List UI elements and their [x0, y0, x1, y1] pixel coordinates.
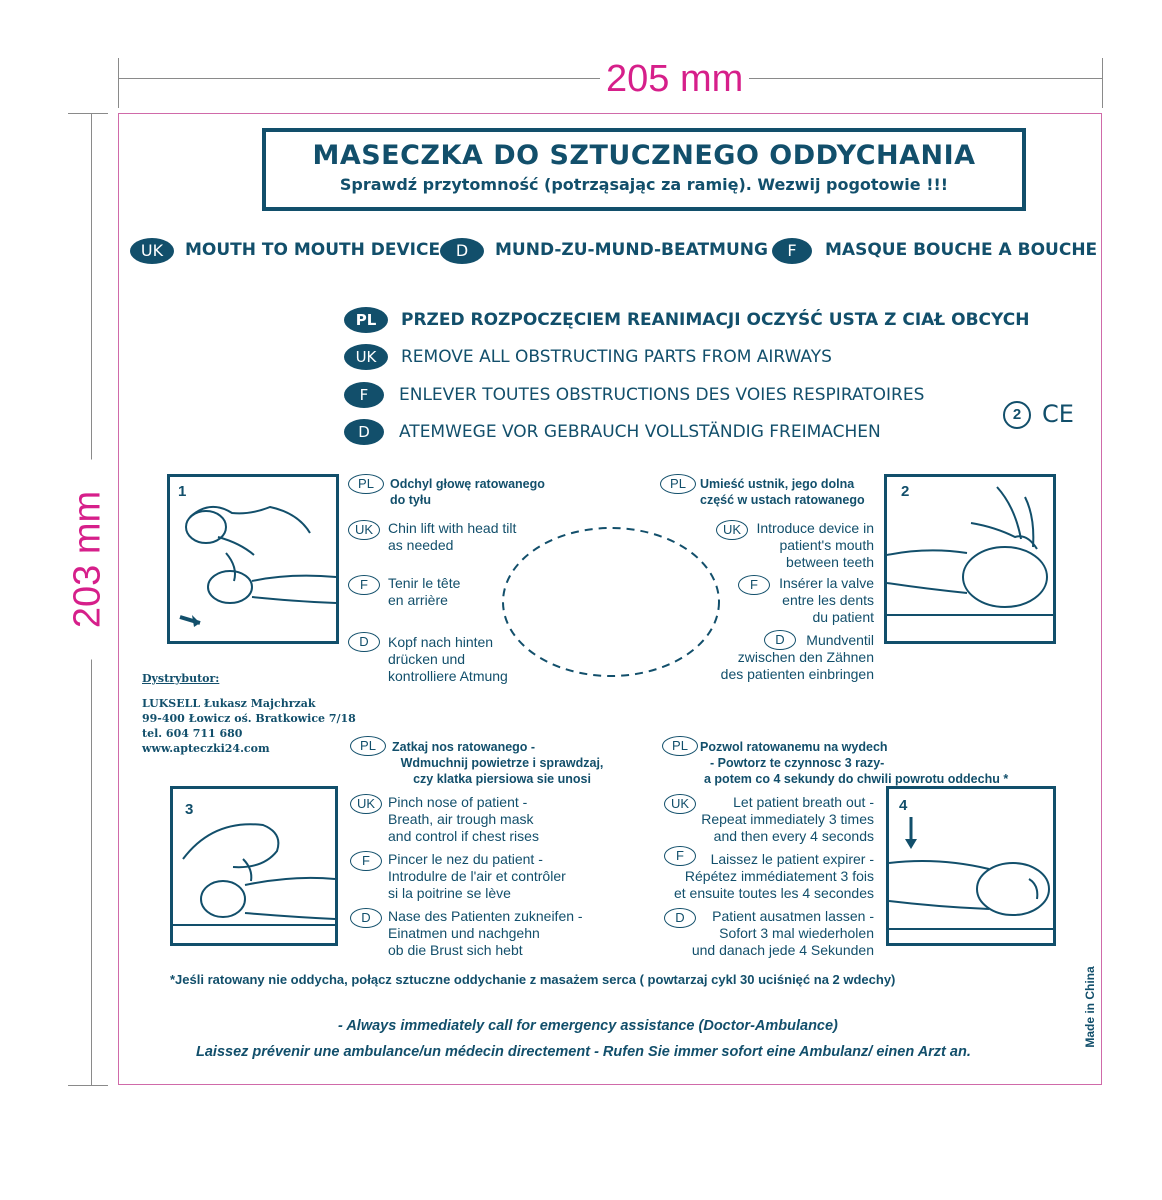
step1-text-pl: Odchyl głowę ratowanego do tyłu: [390, 477, 545, 507]
step2-text-d: Mundventil zwischen den Zähnen des patienten einbringen: [720, 632, 874, 682]
step3-badge-d: D: [350, 908, 382, 928]
height-guide-tick-top: [68, 113, 108, 114]
single-use-number: 2: [1012, 406, 1022, 423]
figure-number: 3: [185, 801, 194, 818]
insert-device-illustration: [887, 477, 1053, 641]
step3-text-d: Nase des Patienten zukneifen - Einatmen und nachgehn ob die Brust sich hebt: [388, 908, 583, 958]
warning-text-d: ATEMWEGE VOR GEBRAUCH VOLLSTÄNDIG FREIMACHEN: [399, 422, 881, 442]
head-tilt-illustration: [170, 477, 336, 641]
figure-number: 1: [178, 483, 187, 500]
step4-badge-uk: UK: [664, 794, 696, 814]
title-box: [262, 128, 1026, 211]
step2-badge-d: D: [764, 630, 796, 650]
step3-text-pl: Zatkaj nos ratowanego - Wdmuchnij powietrze i sprawdzaj, czy klatka piersiowa sie unosi: [392, 740, 604, 786]
figure-step-3: [170, 786, 338, 946]
width-label: 205 mm: [600, 58, 749, 101]
step4-text-d: Patient ausatmen lassen - Sofort 3 mal wiederholen und danach jede 4 Sekunden: [691, 908, 874, 958]
figure-step-1: [167, 474, 339, 644]
figure-step-2: [884, 474, 1056, 644]
rescue-breath-illustration: [173, 789, 335, 943]
step1-text-d: Kopf nach hinten drücken und kontrolliere Atmung: [388, 634, 508, 684]
step3-text-uk: Pinch nose of patient - Breath, air trough mask and control if chest rises: [388, 794, 539, 844]
figure-step-4: [886, 786, 1056, 946]
page-title: MASECZKA DO SZTUCZNEGO ODDYCHANIA: [312, 140, 976, 171]
step2-badge-pl: PL: [660, 474, 696, 494]
step2-badge-uk: UK: [716, 520, 748, 540]
step1-badge-uk: UK: [348, 520, 380, 540]
figure-number: 4: [899, 797, 908, 814]
step2-text-pl: Umieść ustnik, jego dolna część w ustach ratowanego: [700, 477, 865, 507]
height-guide-tick-bottom: [68, 1085, 108, 1086]
step4-badge-d: D: [664, 908, 696, 928]
height-label: 203 mm: [67, 460, 110, 660]
step1-badge-d: D: [348, 632, 380, 652]
lang-badge-uk: UK: [130, 238, 174, 264]
step3-badge-uk: UK: [350, 794, 382, 814]
step3-badge-f: F: [350, 851, 382, 871]
distributor-heading: Dystrybutor:: [142, 672, 220, 685]
warning-text-pl: PRZED ROZPOCZĘCIEM REANIMACJI OCZYŚĆ USTA Z CIAŁ OBCYCH: [401, 310, 1030, 330]
warning-badge-pl: PL: [344, 307, 388, 333]
step3-text-f: Pincer le nez du patient - Introdulre de l'air et contrôler si la poitrine se lève: [388, 851, 566, 901]
page-subtitle: Sprawdź przytomność (potrząsając za ramię). Wezwij pogotowie !!!: [339, 175, 949, 194]
footer-line-2: Laissez prévenir une ambulance/un médecin directement - Rufen Sie immer sofort eine Ambulanz/ einen Arzt an.: [196, 1044, 971, 1060]
step1-text-f: Tenir le tête en arrière: [388, 575, 461, 608]
lang-badge-f: F: [772, 238, 812, 264]
warning-badge-d: D: [344, 419, 384, 445]
step1-badge-pl: PL: [348, 474, 384, 494]
step3-badge-pl: PL: [350, 736, 386, 756]
lang-badge-d: D: [440, 238, 484, 264]
exhale-illustration: [889, 789, 1053, 943]
distributor-info: LUKSELL Łukasz Majchrzak 99-400 Łowicz oś. Bratkowice 7/18 tel. 604 711 680 www.apteczki24.com: [142, 697, 356, 755]
footer-line-1: - Always immediately call for emergency assistance (Doctor-Ambulance): [338, 1018, 838, 1034]
step4-text-f: Laissez le patient expirer - Répétez immédiatement 3 fois et ensuite toutes les 4 secondes: [673, 851, 874, 901]
step4-text-pl: Pozwol ratowanemu na wydech - Powtorz te czynnosc 3 razy- a potem co 4 sekundy do chwili powrotu oddechu *: [700, 740, 1009, 786]
width-guide-tick-left: [118, 58, 119, 108]
warning-badge-uk: UK: [344, 344, 388, 370]
warning-text-uk: REMOVE ALL OBSTRUCTING PARTS FROM AIRWAYS: [401, 347, 832, 367]
single-use-icon: [1003, 401, 1031, 429]
ce-mark: CE: [1042, 400, 1074, 428]
step2-text-uk: Introduce device in patient's mouth between teeth: [756, 520, 874, 570]
lang-label-d: MUND-ZU-MUND-BEATMUNG: [495, 240, 768, 260]
warning-text-f: ENLEVER TOUTES OBSTRUCTIONS DES VOIES RESPIRATOIRES: [399, 385, 925, 405]
step2-text-f: Insérer la valve entre les dents du patient: [779, 575, 874, 625]
step4-text-uk: Let patient breath out - Repeat immediately 3 times and then every 4 seconds: [701, 794, 874, 844]
footnote: *Jeśli ratowany nie oddycha, połącz sztuczne oddychanie z masażem serca ( powtarzaj cykl 30 uciśnięć na 2 wdechy): [170, 972, 896, 987]
step1-text-uk: Chin lift with head tilt as needed: [388, 520, 517, 553]
width-guide-tick-right: [1102, 58, 1103, 108]
warning-badge-f: F: [344, 382, 384, 408]
step1-badge-f: F: [348, 575, 380, 595]
lang-label-f: MASQUE BOUCHE A BOUCHE: [825, 240, 1098, 260]
lang-label-uk: MOUTH TO MOUTH DEVICE: [185, 240, 441, 260]
step4-badge-f: F: [664, 846, 696, 866]
made-in-label: Made in China: [1083, 966, 1097, 1048]
step2-badge-f: F: [738, 575, 770, 595]
step4-badge-pl: PL: [662, 736, 698, 756]
figure-number: 2: [901, 483, 910, 500]
